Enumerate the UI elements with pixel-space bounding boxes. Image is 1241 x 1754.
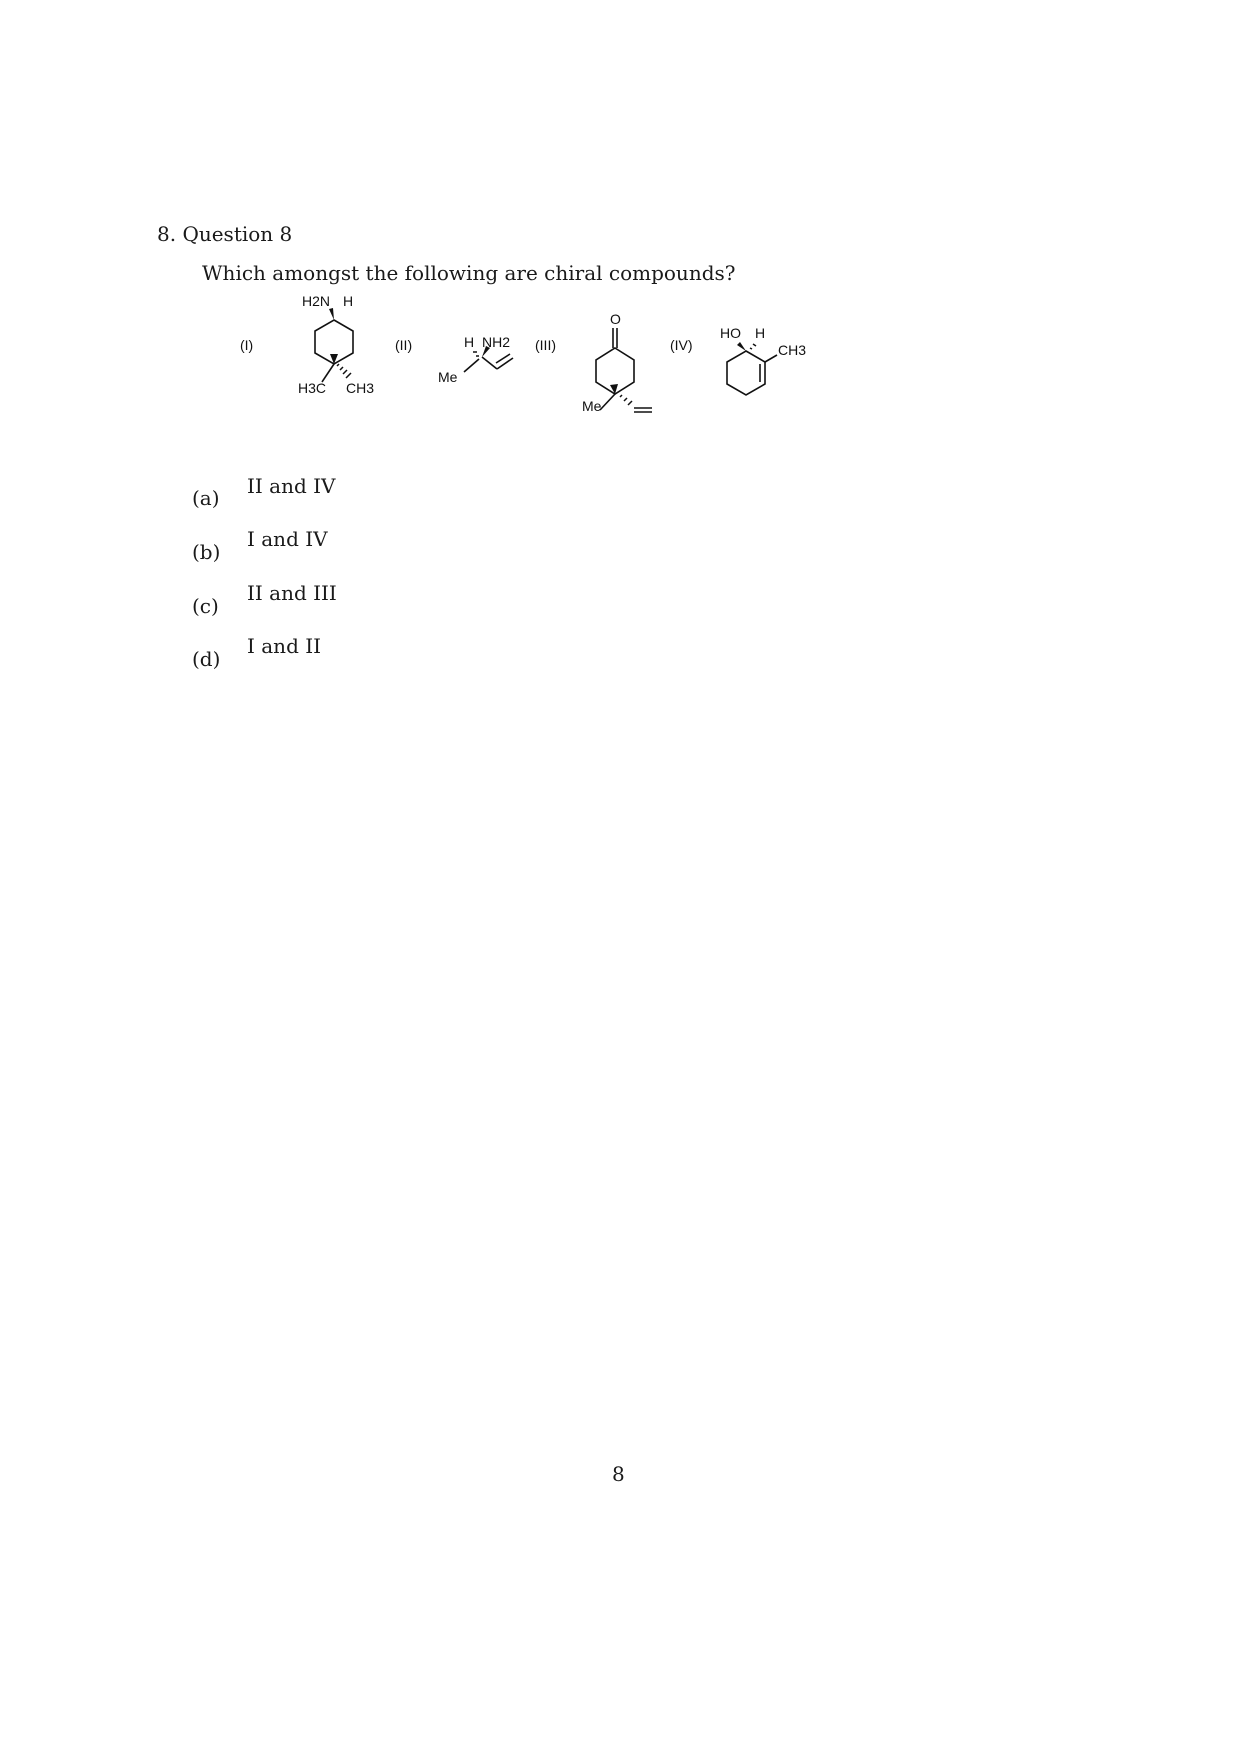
compound-iv-ho: HO — [720, 325, 741, 341]
compound-iv-ch3: CH3 — [778, 342, 807, 358]
page-number: 8 — [612, 1462, 625, 1486]
compound-ii-h: H — [464, 334, 475, 350]
chemical-structures — [240, 293, 870, 430]
question-heading: 8. Question 8 — [157, 222, 293, 246]
option-c-text: II and III — [247, 581, 337, 605]
compound-iii-o: O — [610, 311, 621, 327]
option-b-letter: (b) — [192, 540, 221, 564]
option-a-text: II and IV — [247, 474, 336, 498]
option-c-letter: (c) — [192, 594, 219, 618]
option-d-letter: (d) — [192, 647, 221, 671]
question-stem: Which amongst the following are chiral compounds? — [202, 261, 736, 285]
option-a-letter: (a) — [192, 486, 220, 510]
compound-iv-h: H — [755, 325, 766, 341]
compound-ii-label: (II) — [395, 337, 413, 353]
compound-i-h3c: H3C — [298, 380, 327, 396]
compound-iii-label: (III) — [535, 337, 556, 353]
compound-iii-me: Me — [582, 398, 602, 414]
compound-ii-me: Me — [438, 369, 458, 385]
compound-i-h2n: H2N — [302, 293, 331, 309]
compound-i-ch3: CH3 — [346, 380, 375, 396]
option-d-text: I and II — [247, 634, 322, 658]
compound-ii-nh2: NH2 — [482, 334, 511, 350]
compound-i-label: (I) — [240, 337, 254, 353]
compound-iv-label: (IV) — [670, 337, 693, 353]
option-b-text: I and IV — [247, 527, 328, 551]
compound-i-h: H — [343, 293, 354, 309]
